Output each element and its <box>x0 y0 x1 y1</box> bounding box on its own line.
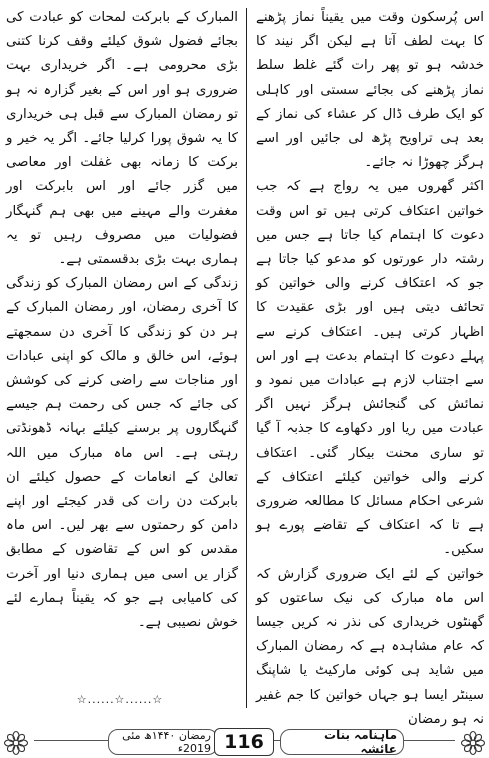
magazine-name: ماہنامہ بنات عائشہ <box>280 729 404 755</box>
page-number: 116 <box>214 728 274 756</box>
paragraph: خواتین کے لئے ایک ضروری گزارش کہ اس ماہ مبارک کی نیک ساعتوں کو گھنٹوں خریداری کی نذر نہ کریں جیسا کہ عام مشاہدہ ہے کہ رمضان المبارک میں شاید ہی کوئی مارکیٹ یا شاپنگ سینٹر ایسا ہو جہاں خواتین کا جم غفیر نہ ہو رمضان <box>256 566 484 727</box>
page-footer <box>0 728 489 758</box>
paragraph: اس پُرسکون وقت میں یقیناً نماز پڑھنے کا بہت لطف آتا ہے لیکن اگر نیند کا خدشہ ہو تو پھر رات گئے غلط سلط نماز پڑھنے کی بجائے سستی اور کاہلی کو ایک طرف ڈال کر عشاء کی نماز کے بعد ہی تراویح پڑھ لی جائیں اور اسے ہرگز چھوڑا نہ جائے۔ <box>256 10 484 171</box>
flower-ornament-icon <box>460 730 486 756</box>
end-of-article-stars: ☆......☆......☆ <box>76 693 164 706</box>
issue-date: رمضان ۱۴۴۰ھ مئی 2019ء <box>108 729 218 755</box>
paragraph: اکثر گھروں میں یہ رواج ہے کہ جب خواتین اعتکاف کرتی ہیں تو اس وقت دعوت کا اہتمام کیا جاتا ہے جس میں رشتہ دار عورتوں کو مدعو کیا جاتا ہے جو کہ اعتکاف کرنے والی خواتین کو تحائف دیتی ہیں اور بڑی عقیدت کا اظہار کرتی ہیں۔ اعتکاف کرنے سے پہلے دعوت کا اہتمام بدعت ہے اور اس سے اجتناب لازم ہے عبادات میں نمود و نمائش کی گنجائش ہرگز نہیں اگر عبادت میں ریا اور دکھاوے کا جذبہ آ گیا تو ساری محنت بیکار گئی۔ اعتکاف کرنے والی خواتین کیلئے اعتکاف کے شرعی احکام مسائل کا مطالعہ ضروری ہے تا کہ اعتکاف کے تقاضے پورے ہو سکیں۔ <box>256 179 484 558</box>
paragraph: المبارک کے بابرکت لمحات کو عبادت کی بجائے فضول شوق کیلئے وقف کرنا کتنی بڑی محرومی ہے۔ اگر خریداری بہت ضروری ہو اور اس کے بغیر گزارہ نہ ہو تو رمضان المبارک سے قبل ہی خریداری کا یہ شوق پورا کرلیا جائے۔ اگر یہ خیر و برکت کا زمانہ بھی غفلت اور معاصی میں گزر جائے اور اس بابرکت اور مغفرت والے مہینے میں بھی ہم گنہگار فضولیات میں مصروف رہیں تو یہ ہماری بہت بڑی بدقسمتی ہے۔ <box>6 10 238 268</box>
column-divider <box>246 8 247 708</box>
article-column-left <box>6 6 238 686</box>
article-column-right <box>256 6 484 727</box>
paragraph: زندگی کے اس رمضان المبارک کو زندگی کا آخری رمضان، اور رمضان المبارک کے ہر دن کو زندگی کا آخری دن سمجھتے ہوئے، اس خالق و مالک کو اپنی عبادات اور مناجات سے راضی کرنے کی کوشش کی جائے کہ جس کی رحمت ہم جیسے گنہگاروں پر برسنے کیلئے بہانہ ڈھونڈتی رہتی ہے۔ اس ماہ مبارک میں اللہ تعالیٰ کے انعامات کے حصول کیلئے ان بابرکت دن رات کی قدر کیجئے اور اپنے دامن کو رحمتوں سے بھر لیں۔ اس ماہ مقدس کو اس کے تقاضوں کے مطابق گزار یں اسی میں ہماری دنیا اور آخرت کی کامیابی ہے جو کہ یقیناً ہمارے لئے خوش نصیبی ہے۔ <box>6 276 238 631</box>
flower-ornament-icon <box>3 730 29 756</box>
